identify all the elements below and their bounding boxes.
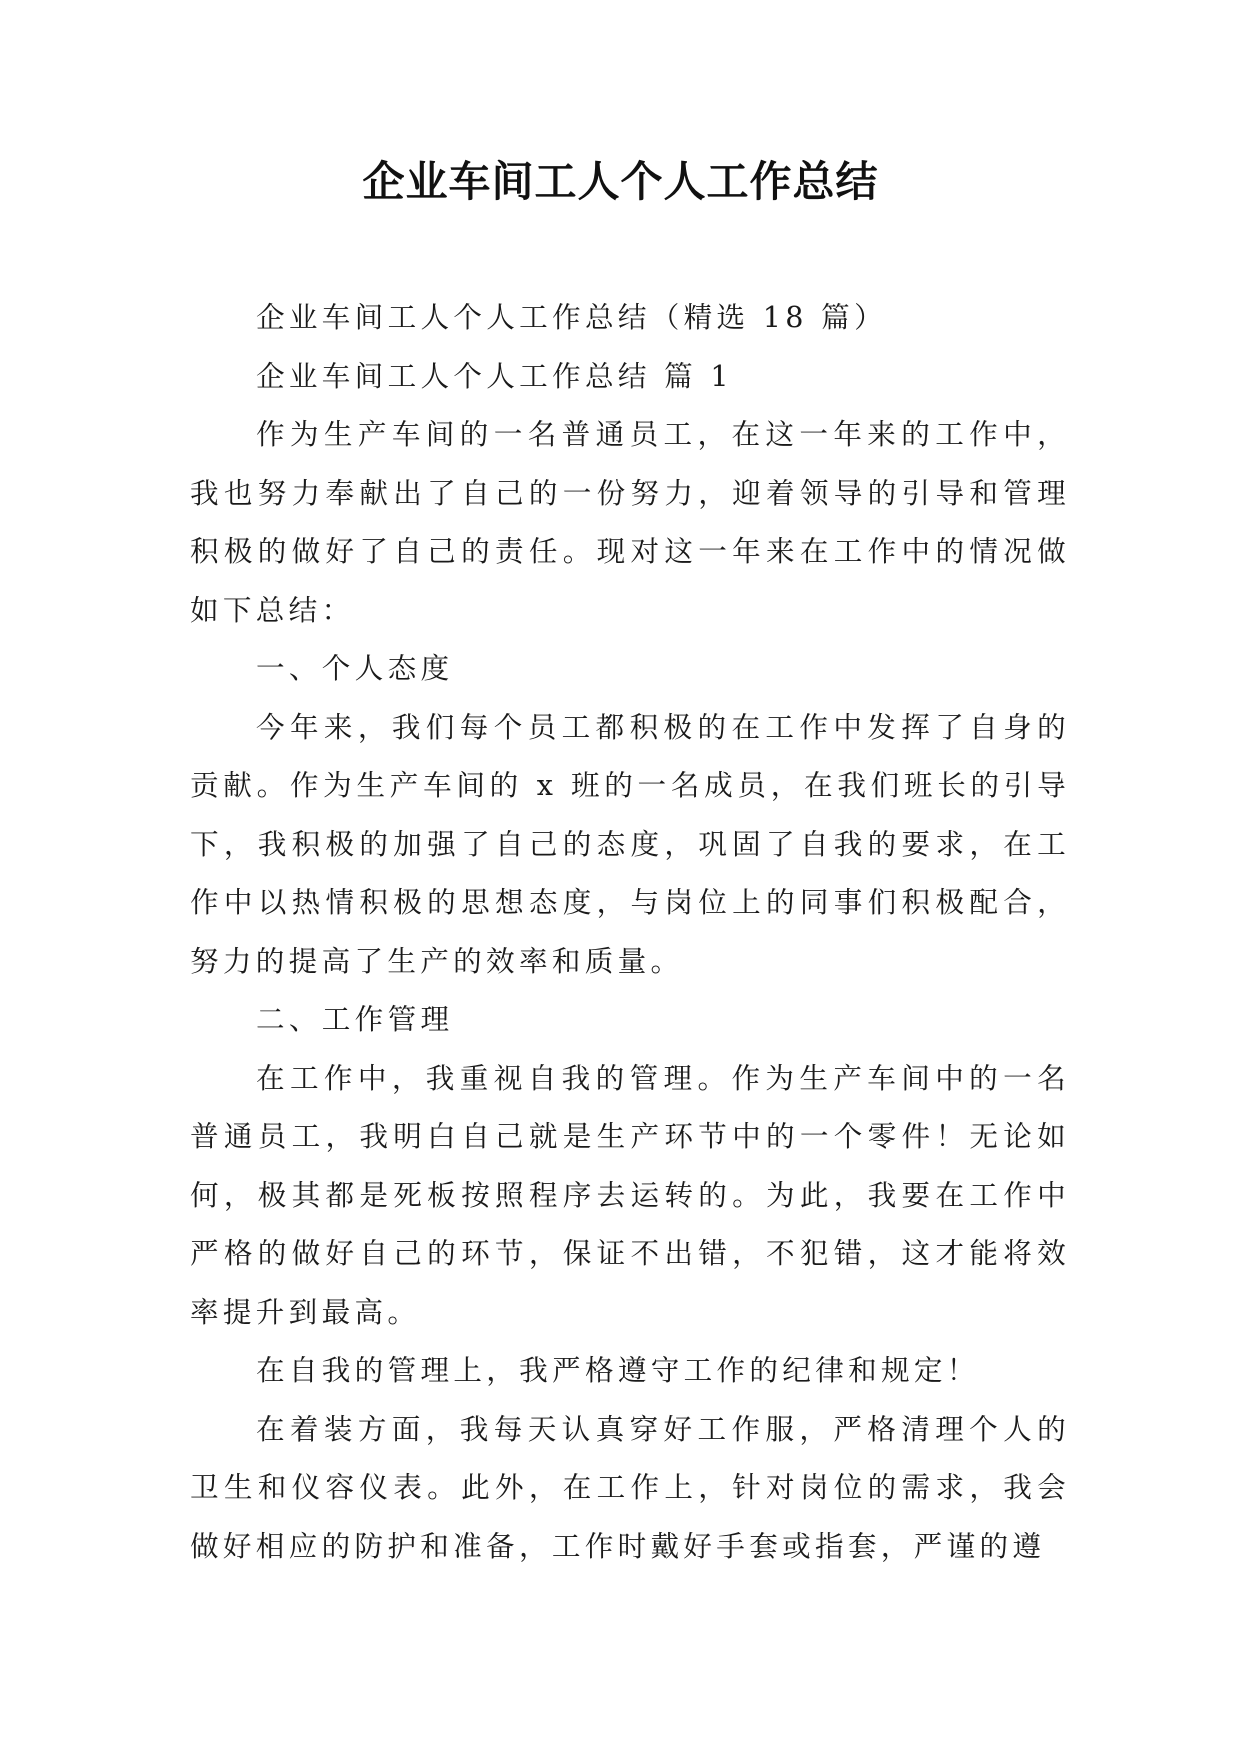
document-title: 企业车间工人个人工作总结 — [362, 157, 879, 206]
paragraph-attitude: 今年来，我们每个员工都积极的在工作中发挥了自身的贡献。作为生产车间的 x 班的一名成员，在我们班长的引导下，我积极的加强了自己的态度，巩固了自我的要求，在工作中以热情积极的思想态度，与岗位上的同事们积极配合，努力的提高了生产的效率和质量。 — [190, 709, 1070, 978]
paragraph-intro: 作为生产车间的一名普通员工，在这一年来的工作中，我也努力奉献出了自己的一份努力，迎着领导的引导和管理积极的做好了自己的责任。现对这一年来在工作中的情况做如下总结： — [190, 417, 1070, 627]
paragraph-attire: 在着装方面，我每天认真穿好工作服，严格清理个人的卫生和仪容仪表。此外，在工作上，针对岗位的需求，我会做好相应的防护和准备，工作时戴好手套或指套，严谨的遵 — [190, 1411, 1070, 1563]
heading-personal-attitude: 一、个人态度 — [256, 651, 454, 685]
paragraph-management: 在工作中，我重视自我的管理。作为生产车间中的一名普通员工，我明白自己就是生产环节中的一个零件！无论如何，极其都是死板按照程序去运转的。为此，我要在工作中严格的做好自己的环节，保证不出错，不犯错，这才能将效率提升到最高。 — [190, 1060, 1070, 1329]
paragraph-section-heading: 企业车间工人个人工作总结 篇 1 — [256, 358, 733, 393]
heading-work-management: 二、工作管理 — [256, 1002, 454, 1036]
paragraph-discipline: 在自我的管理上，我严格遵守工作的纪律和规定！ — [256, 1353, 980, 1387]
document-body — [190, 288, 1070, 1575]
paragraph-subtitle: 企业车间工人个人工作总结（精选 18 篇） — [256, 300, 887, 334]
